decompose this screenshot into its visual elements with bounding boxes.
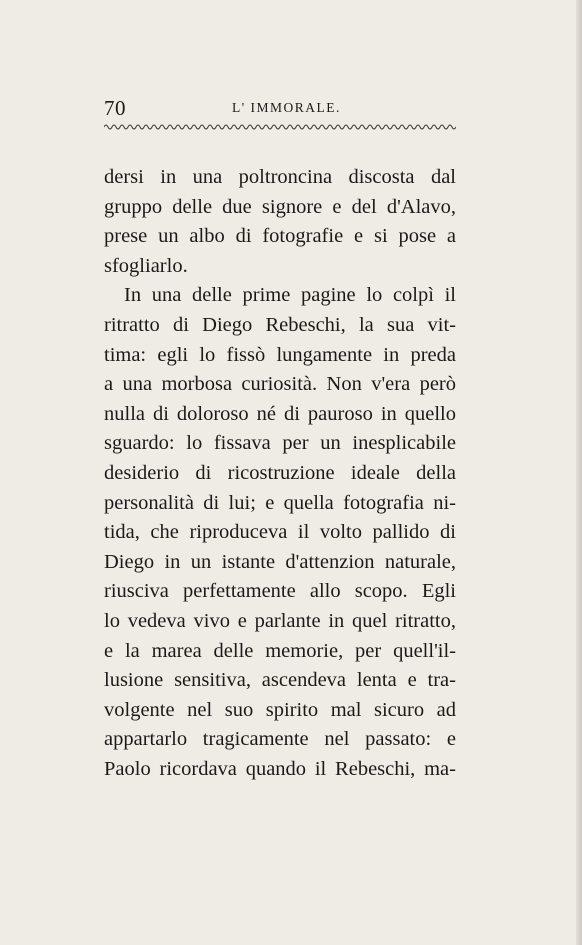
text-line: sfogliarlo. xyxy=(104,254,188,277)
body-text xyxy=(104,163,456,784)
text-line: e la marea delle memorie, per quell'il- xyxy=(104,639,456,662)
text-line: lusione sensitiva, ascendeva lenta e tra- xyxy=(104,669,456,692)
page-edge xyxy=(576,0,582,945)
text-line: nulla di doloroso né di pauroso in quello xyxy=(104,402,456,425)
page-number: 70 xyxy=(104,96,126,120)
text-line: dersi in una poltroncina discosta dal xyxy=(104,166,456,188)
text-line: volgente nel suo spirito mal sicuro ad xyxy=(104,698,456,721)
text-line: personalità di lui; e quella fotografia ni- xyxy=(104,491,456,514)
text-line: In una delle prime pagine lo colpì il xyxy=(124,284,456,307)
text-line: tida, che riproduceva il volto pallido di xyxy=(104,521,456,544)
text-line: ritratto di Diego Rebeschi, la sua vit- xyxy=(104,313,456,336)
text-line: gruppo delle due signore e del d'Alavo, xyxy=(104,195,456,218)
page-header xyxy=(104,97,457,119)
text-line: a una morbosa curiosità. Non v'era però xyxy=(104,373,456,396)
text-line: riusciva perfettamente allo scopo. Egli xyxy=(104,580,456,603)
text-line: sguardo: lo fissava per un inesplicabile xyxy=(104,432,456,455)
text-line: Diego in un istante d'attenzion naturale, xyxy=(104,550,456,573)
text-line: Paolo ricordava quando il Rebeschi, ma- xyxy=(104,757,456,780)
decorative-rule-ornament xyxy=(104,123,456,133)
text-line: desiderio di ricostruzione ideale della xyxy=(104,461,456,484)
text-line: tima: egli lo fissò lungamente in preda xyxy=(104,343,456,366)
text-line: lo vedeva vivo e parlante in quel ritratto, xyxy=(104,609,456,632)
text-line: appartarlo tragicamente nel passato: e xyxy=(104,728,456,751)
running-title: L' IMMORALE. xyxy=(232,100,341,115)
text-line: prese un albo di fotografie e si pose a xyxy=(104,225,456,248)
